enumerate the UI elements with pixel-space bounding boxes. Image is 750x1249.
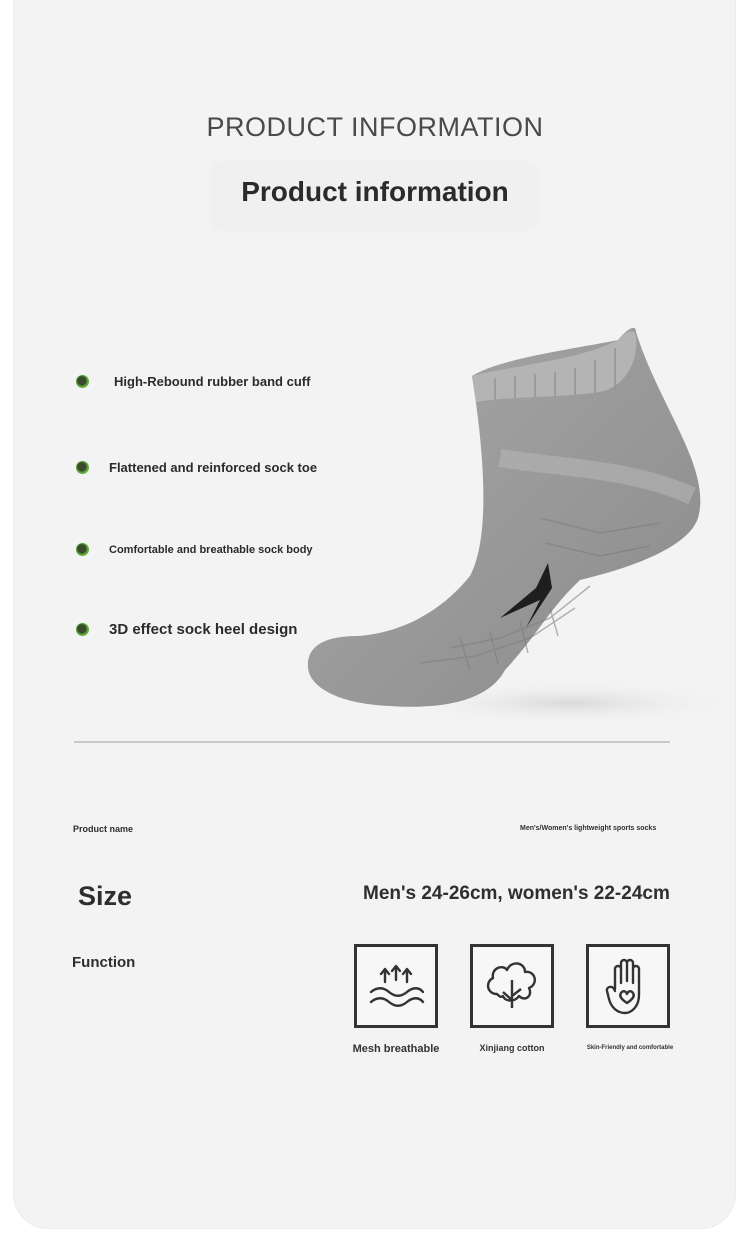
feature-item-cuff [76,374,310,389]
bullet-dot-icon [76,461,89,474]
feature-item-body [76,543,313,556]
feature-item-toe [76,460,317,475]
product-name-value: Men's/Women's lightweight sports socks [520,825,657,832]
function-label-mesh: Mesh breathable [352,1043,440,1055]
hand-heart-icon [603,955,653,1017]
feature-label: High-Rebound rubber band cuff [114,374,311,389]
mesh-breathable-icon [365,962,427,1010]
function-label-skin: Skin-Friendly and comfortable [586,1045,674,1051]
size-value: Men's 24-26cm, women's 22-24cm [363,883,670,904]
bullet-dot-icon [76,623,89,636]
section-title: Product information [241,176,509,207]
feature-label: 3D effect sock heel design [109,621,298,638]
bullet-dot-icon [76,543,89,556]
sock-image [300,318,730,728]
function-box-skin [586,944,670,1028]
cotton-icon [481,956,543,1016]
section-eyebrow: PRODUCT INFORMATION [206,112,544,142]
section-divider [74,741,670,743]
feature-label: Comfortable and breathable sock body [109,543,313,556]
function-box-cotton [470,944,554,1028]
feature-label: Flattened and reinforced sock toe [109,460,318,475]
size-label: Size [78,881,133,911]
product-name-label: Product name [73,824,134,834]
function-box-mesh [354,944,438,1028]
function-label-cotton: Xinjiang cotton [479,1043,545,1053]
bullet-dot-icon [76,375,89,388]
function-label: Function [72,954,136,971]
feature-item-heel [76,621,297,638]
